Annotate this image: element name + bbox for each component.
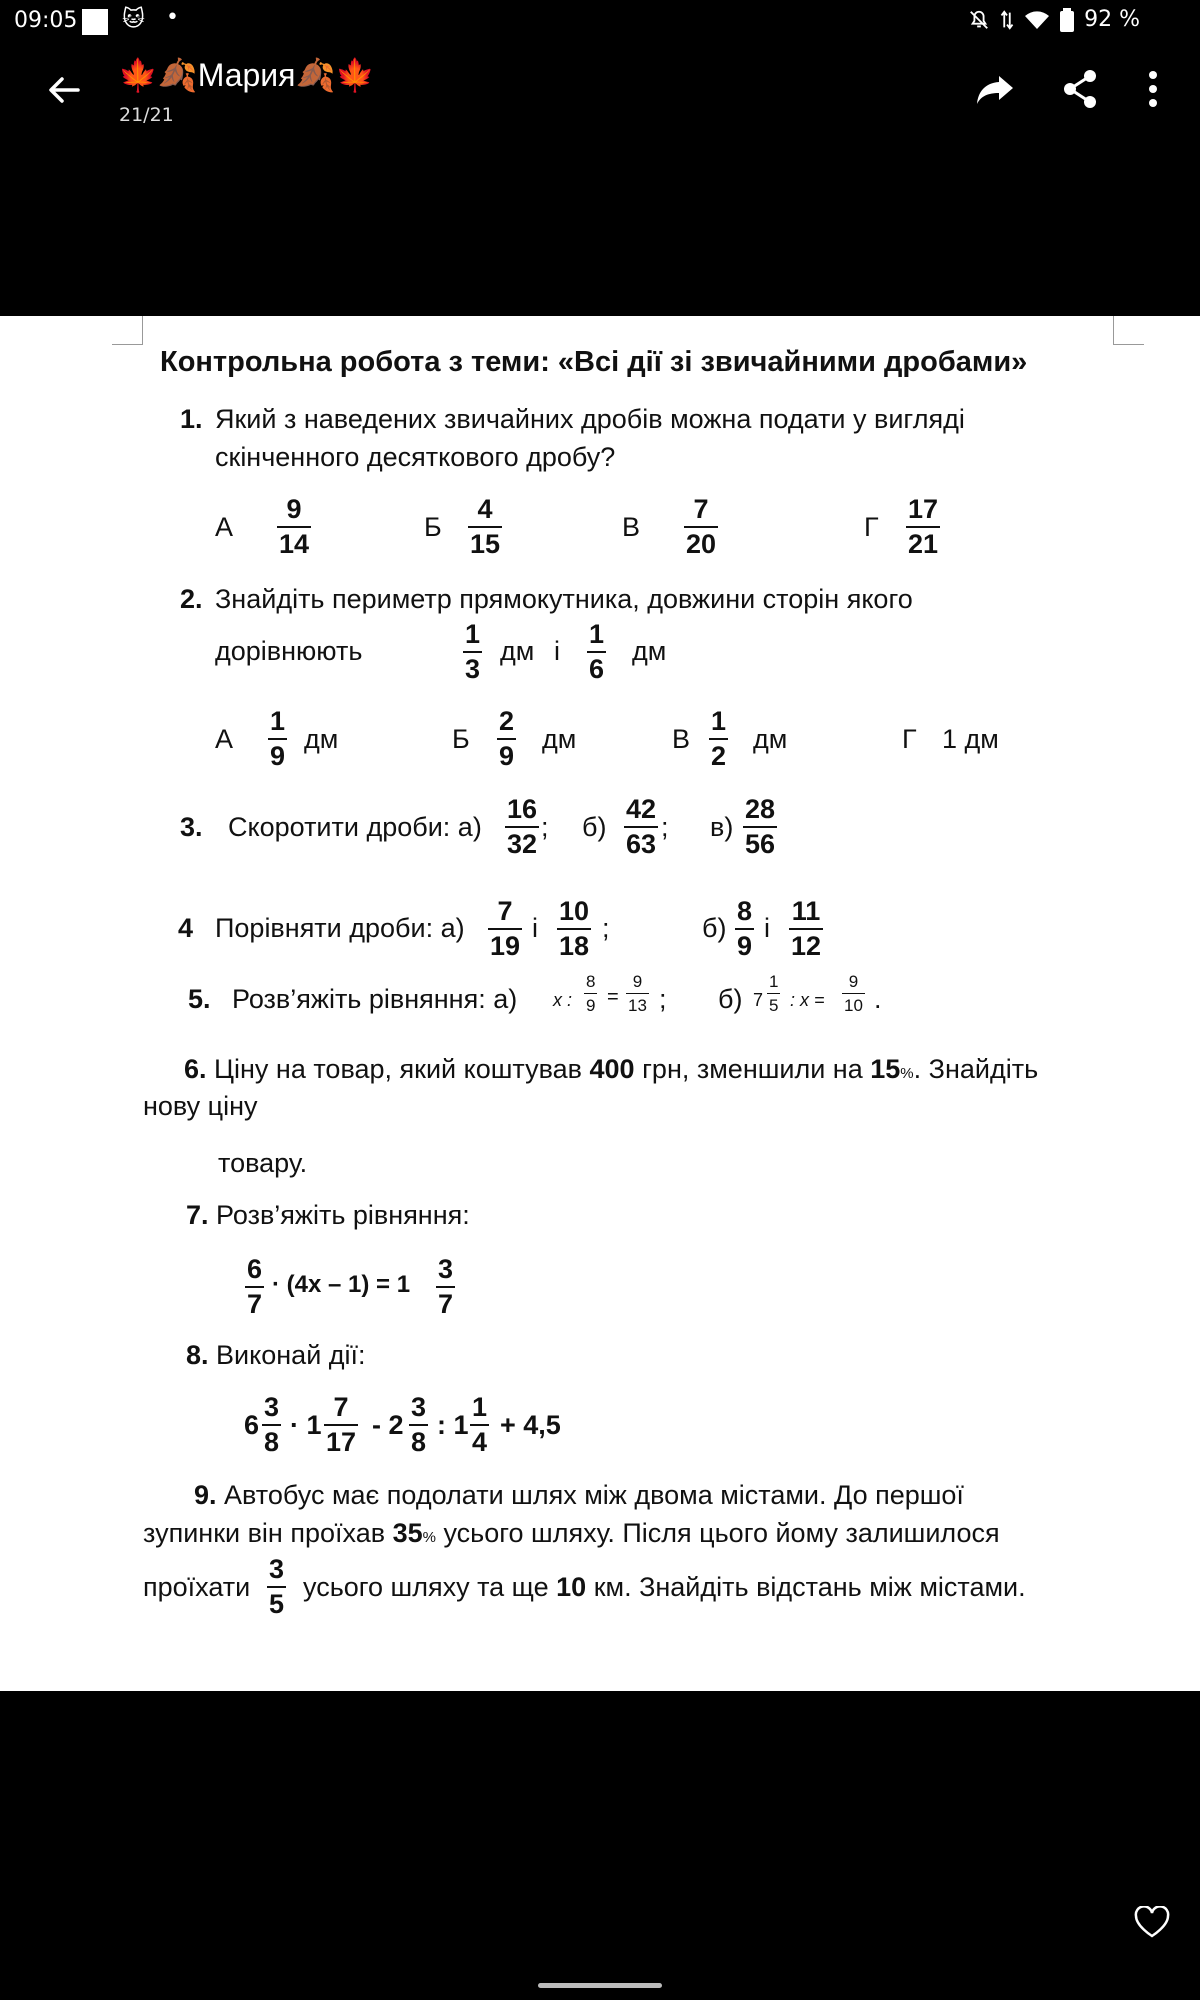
data-arrows-icon	[1000, 9, 1014, 31]
q9-line3-start: проїхати	[143, 1572, 251, 1602]
q4-label-b: б)	[702, 913, 727, 943]
q5-fraction: $\frac{1}{5}$	[769, 972, 779, 1015]
mute-icon	[968, 9, 990, 31]
q3-fraction-b: $\frac{42}{63}$	[626, 794, 657, 859]
q1-text-line2: скінченного десяткового дробу?	[215, 442, 616, 472]
q2-option-fraction: $\frac{1}{9}$	[270, 706, 286, 771]
q4-and: і	[764, 913, 770, 943]
q7-expression: · (4x – 1) = 1	[272, 1271, 411, 1298]
q1-option-letter: А	[215, 512, 234, 542]
chat-title: 🍁🍂Мария🍂🍁	[118, 57, 376, 93]
q4-semicolon: ;	[602, 913, 610, 943]
q8-fraction: $\frac{1}{4}$	[472, 1392, 488, 1457]
q2-option-fraction: $\frac{1}{2}$	[711, 706, 727, 771]
q9-line3-end: усього шляху та ще 10 км. Знайдіть відстань між містами.	[303, 1572, 1026, 1602]
q1-option-fraction: $\frac{7}{20}$	[686, 494, 717, 559]
q4-number: 4	[178, 913, 194, 943]
q7-fraction: $\frac{6}{7}$	[247, 1254, 263, 1319]
back-arrow-icon[interactable]	[44, 70, 84, 110]
battery-percent: 92 %	[1084, 7, 1140, 32]
q6-line2: нову ціну	[143, 1091, 258, 1121]
q4-fraction: $\frac{10}{18}$	[559, 896, 590, 961]
document-heading: Контрольна робота з теми: «Всі дії зі звичайними дробами»	[160, 346, 1028, 378]
q8-operator: : 1	[437, 1410, 469, 1440]
battery-icon	[1060, 8, 1074, 32]
q8-whole: 6	[244, 1410, 260, 1440]
q2-number: 2.	[180, 584, 203, 614]
q1-option-fraction: $\frac{9}{14}$	[279, 494, 310, 559]
q5-fraction: $\frac{8}{9}$	[586, 972, 596, 1015]
q5-x-part: : x =	[790, 990, 825, 1010]
q5-label-b: б)	[718, 984, 743, 1014]
status-bar	[0, 0, 1200, 44]
clock: 09:05	[14, 8, 78, 33]
q5-text: Розв’яжіть рівняння: а)	[232, 984, 518, 1014]
q7-title: 7. Розв’яжіть рівняння:	[186, 1200, 470, 1230]
q8-operator: - 2	[372, 1410, 404, 1440]
q3-separator: ;	[661, 812, 669, 842]
q5-semicolon: ;	[659, 984, 667, 1014]
status-icons	[968, 7, 1140, 32]
q3-text: Скоротити дроби: а)	[228, 812, 482, 842]
q2-option-unit: дм	[304, 724, 339, 754]
q2-side-fraction: $\frac{1}{3}$	[465, 619, 481, 684]
q2-option-text: 1 дм	[942, 724, 999, 754]
q8-fraction: $\frac{3}{8}$	[264, 1392, 280, 1457]
q7-fraction: $\frac{3}{7}$	[438, 1254, 454, 1319]
q2-option-letter: Б	[452, 724, 470, 754]
notification-square-icon	[82, 9, 108, 35]
q3-number: 3.	[180, 812, 203, 842]
q2-unit: дм	[632, 636, 667, 666]
q4-fraction: $\frac{11}{12}$	[791, 896, 822, 961]
q8-tail: + 4,5	[500, 1410, 561, 1440]
q5-fraction: $\frac{9}{13}$	[628, 972, 647, 1015]
q3-label-c: в)	[710, 812, 734, 842]
crop-mark	[112, 316, 143, 345]
q2-side-fraction: $\frac{1}{6}$	[589, 619, 605, 684]
q1-number: 1.	[180, 404, 203, 434]
q5-x-colon: x :	[553, 990, 573, 1010]
q2-option-fraction: $\frac{2}{9}$	[499, 706, 515, 771]
forward-icon[interactable]	[973, 66, 1019, 112]
q5-period: .	[874, 984, 882, 1014]
q1-option-letter: Г	[864, 512, 879, 542]
q2-option-letter: Г	[902, 724, 917, 754]
q4-and: і	[532, 913, 538, 943]
q2-option-letter: А	[215, 724, 234, 754]
q2-unit: дм	[500, 636, 535, 666]
wifi-icon	[1024, 9, 1050, 31]
cat-notification-icon: 🐱	[122, 7, 145, 32]
heart-outline-icon[interactable]	[1134, 1906, 1170, 1938]
q3-label-b: б)	[582, 812, 607, 842]
q1-option-letter: В	[622, 512, 641, 542]
q4-text: Порівняти дроби: а)	[215, 913, 465, 943]
document-image	[0, 316, 1200, 1691]
q1-option-letter: Б	[424, 512, 442, 542]
q8-fraction: $\frac{3}{8}$	[411, 1392, 427, 1457]
q3-fraction-c: $\frac{28}{56}$	[745, 794, 776, 859]
q8-fraction: $\frac{7}{17}$	[326, 1392, 357, 1457]
q9-line2: зупинки він проїхав 35% усього шляху. Після цього йому залишилося	[143, 1518, 1000, 1548]
more-vert-icon[interactable]	[1130, 66, 1176, 112]
q9-fraction: $\frac{3}{5}$	[269, 1554, 285, 1619]
q4-fraction: $\frac{8}{9}$	[737, 896, 753, 961]
q3-separator: ;	[541, 812, 549, 842]
q8-operator: · 1	[290, 1410, 322, 1440]
q5-number: 5.	[188, 984, 211, 1014]
q4-fraction: $\frac{7}{19}$	[490, 896, 521, 961]
share-icon[interactable]	[1058, 66, 1104, 112]
q1-text-line1: Який з наведених звичайних дробів можна подати у вигляді	[215, 404, 965, 434]
q5-equals: =	[607, 986, 619, 1008]
q6-line3: товару.	[218, 1148, 308, 1178]
q2-and: і	[554, 636, 560, 666]
q5-fraction: $\frac{9}{10}$	[844, 972, 863, 1015]
crop-mark	[1113, 316, 1144, 345]
image-counter: 21/21	[119, 104, 174, 126]
q2-text-line1: Знайдіть периметр прямокутника, довжини сторін якого	[215, 584, 913, 614]
q8-title: 8. Виконай дії:	[186, 1340, 366, 1370]
q1-option-fraction: $\frac{4}{15}$	[470, 494, 501, 559]
q1-option-fraction: $\frac{17}{21}$	[908, 494, 939, 559]
q2-option-unit: дм	[753, 724, 788, 754]
q2-option-unit: дм	[542, 724, 577, 754]
q3-fraction-a: $\frac{16}{32}$	[507, 794, 538, 859]
gesture-nav-bar[interactable]	[538, 1983, 662, 1988]
q5-whole: 7	[753, 990, 764, 1010]
q6-line1: 6. Ціну на товар, який коштував 400 грн, зменшили на 15%. Знайдіть	[184, 1054, 1039, 1084]
more-notifications-dot: •	[166, 5, 179, 30]
q9-line1: 9. Автобус має подолати шлях між двома містами. До першої	[194, 1480, 964, 1510]
q2-option-letter: В	[672, 724, 691, 754]
q2-text-line2: дорівнюють	[215, 636, 363, 666]
